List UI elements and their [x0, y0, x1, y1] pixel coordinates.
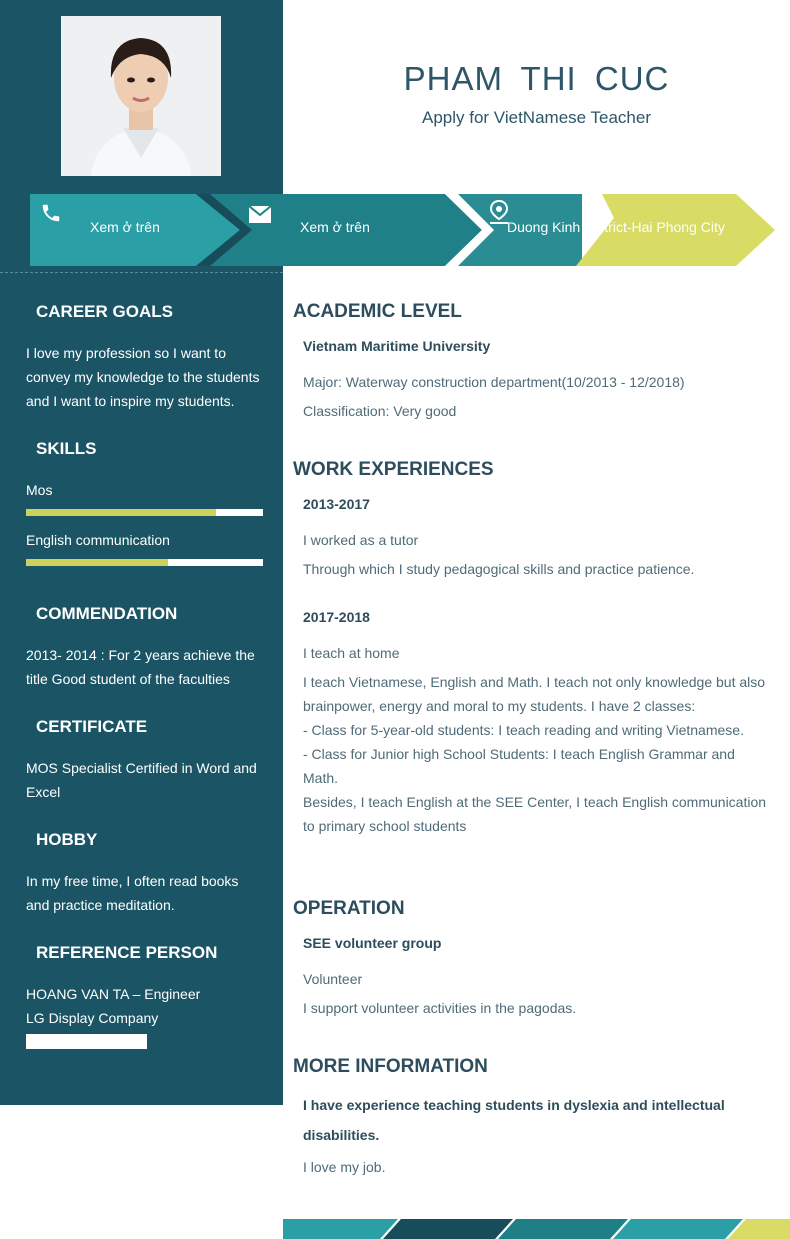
more-info-heading: MORE INFORMATION [293, 1056, 488, 1077]
commendation-text: 2013- 2014 : For 2 years achieve the title Good student of the faculties [26, 647, 255, 687]
more-info-desc: I love my job. [303, 1159, 386, 1175]
phone-text: Xem ở trên [90, 219, 160, 235]
operation-role: Volunteer [303, 971, 363, 987]
skill-label-mos: Mos [26, 482, 53, 498]
reference-heading: REFERENCE PERSON [36, 943, 218, 962]
job-period: 2013-2017 [303, 496, 370, 512]
email-text: Xem ở trên [300, 219, 370, 235]
skill-bar-fill [26, 509, 216, 516]
operation-group: SEE volunteer group [303, 935, 442, 951]
commendation-heading: COMMENDATION [36, 604, 178, 623]
phone-icon [40, 202, 62, 224]
reference-text: HOANG VAN TA – Engineer LG Display Company [26, 986, 201, 1026]
job-period: 2017-2018 [303, 609, 370, 625]
skill-bar-english [26, 559, 263, 566]
contact-band [0, 188, 790, 272]
career-goals-heading: CAREER GOALS [36, 302, 173, 321]
profile-photo [61, 16, 221, 176]
skills-heading: SKILLS [36, 439, 97, 458]
bottom-decoration [283, 1219, 790, 1239]
operation-heading: OPERATION [293, 898, 405, 919]
divider [0, 272, 283, 273]
job-desc: Through which I study pedagogical skills and practice patience. [303, 561, 695, 577]
academic-heading: ACADEMIC LEVEL [293, 301, 462, 322]
candidate-name: PHAM THI CUC [403, 60, 670, 97]
blank-box [26, 1034, 147, 1049]
hobby-heading: HOBBY [36, 830, 98, 849]
skill-bar-mos [26, 509, 263, 516]
job-title: Apply for VietNamese Teacher [422, 108, 651, 127]
skill-label-english: English communication [26, 532, 170, 548]
classification-text: Classification: Very good [303, 403, 457, 419]
job-role: I teach at home [303, 645, 400, 661]
more-info-headline: I have experience teaching students in dyslexia and intellectual disabilities. [303, 1097, 725, 1143]
job-role: I worked as a tutor [303, 532, 419, 548]
certificate-heading: CERTIFICATE [36, 717, 148, 736]
career-goals-text: I love my profession so I want to convey my knowledge to the students and I want to inspire my students. [26, 345, 260, 409]
certificate-text: MOS Specialist Certified in Word and Excel [26, 760, 257, 800]
address-text: Duong Kinh District-Hai Phong City [507, 219, 725, 235]
operation-desc: I support volunteer activities in the pagodas. [303, 1000, 577, 1016]
job-desc: I teach Vietnamese, English and Math. I teach not only knowledge but also brainpower, energy and moral to my students. I have 2 classes: - Class for 5-year-old students: I teach reading and writing Vietnamese. - Class for Junior high School Students: I teach English Grammar and Math. Besides, I teach English at the SEE Center, I teach English communication to primary school students [303, 674, 767, 834]
work-heading: WORK EXPERIENCES [293, 459, 494, 480]
major-text: Major: Waterway construction department(10/2013 - 12/2018) [303, 374, 685, 390]
mail-icon [249, 206, 271, 223]
hobby-text: In my free time, I often read books and practice meditation. [26, 873, 239, 913]
skill-bar-fill [26, 559, 168, 566]
portrait-image [61, 16, 221, 176]
school-name: Vietnam Maritime University [303, 338, 491, 354]
